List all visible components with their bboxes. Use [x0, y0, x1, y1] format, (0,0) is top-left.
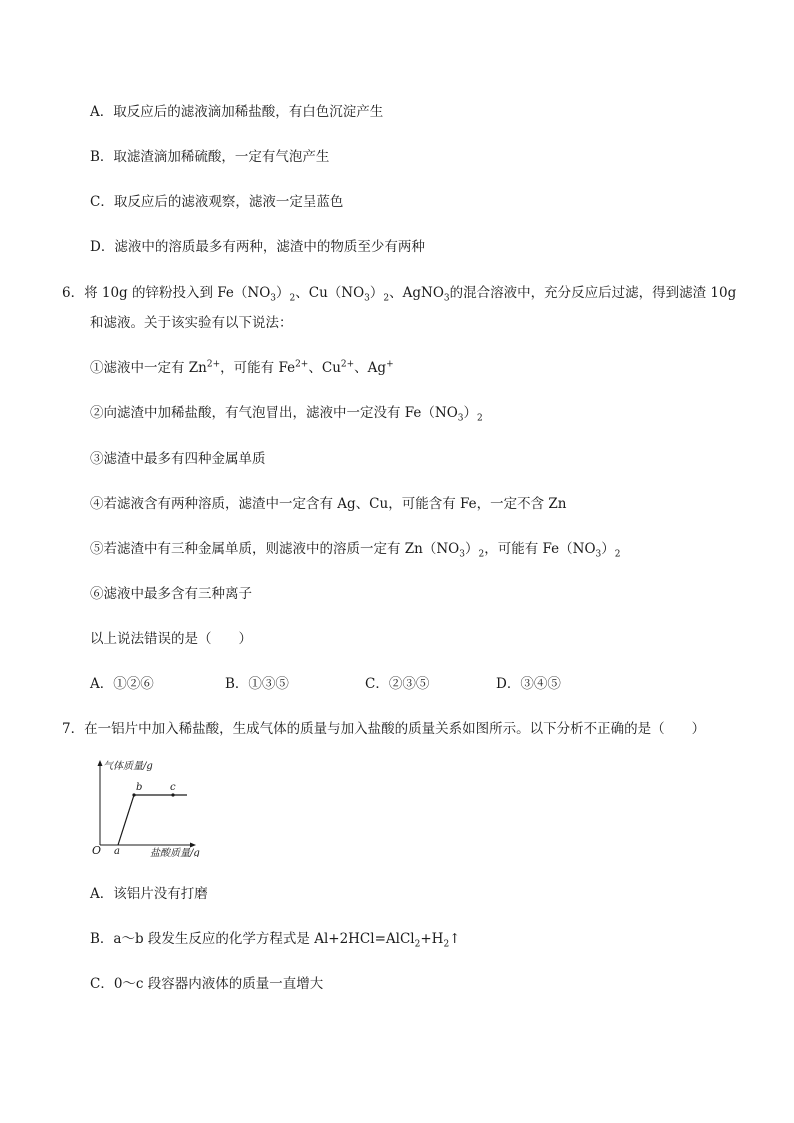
q6-statement-4: ④若滤液含有两种溶质，滤渣中一定含有 Ag、Cu，可能含有 Fe，一定不含 Zn [90, 496, 567, 512]
y-axis-label: 气体质量/g [103, 761, 153, 772]
q6-statement-3: ③滤渣中最多有四种金属单质 [90, 451, 266, 467]
q6-statement-5: ⑤若滤渣中有三种金属单质，则滤液中的溶质一定有 $Zn(NO_3)_2$，可能有 $Fe(NO_3)_2$ [90, 541, 621, 560]
q7-stem: 7．在一铝片中加入稀盐酸，生成气体的质量与加入盐酸的质量关系如图所示。以下分析不正确的是（ ） [62, 721, 706, 737]
point-a-label: a [114, 846, 120, 857]
x-axis-arrow [190, 843, 196, 848]
q6-statement-6: ⑥滤液中最多含有三种离子 [90, 586, 252, 602]
q7-option-b: B．a～b 段发生反应的化学方程式是 $Al+2HCl=AlCl_2+H_2↑$ [90, 931, 461, 950]
curve-a-b [118, 795, 134, 845]
point-c-dot [171, 793, 174, 796]
q6-choice-c: C．②③⑤ [365, 676, 430, 692]
q7-option-a: A．该铝片没有打磨 [90, 886, 208, 902]
q6-choice-b: B．①③⑤ [225, 676, 289, 692]
q6-question: 以上说法错误的是（ ） [90, 631, 252, 647]
q7-option-c: C．0～c 段容器内液体的质量一直增大 [90, 976, 324, 992]
q5-option-d: D．滤液中的溶质最多有两种，滤渣中的物质至少有两种 [90, 239, 425, 255]
q5-option-a: A．取反应后的滤液滴加稀盐酸，有白色沉淀产生 [90, 104, 384, 120]
point-b-dot [132, 793, 135, 796]
q6-choice-a: A．①②⑥ [90, 676, 154, 692]
q6-choice-d: D．③④⑤ [496, 676, 561, 692]
q5-option-b: B．取滤渣滴加稀硫酸，一定有气泡产生 [90, 149, 330, 165]
q6-stem-line1: 6．将 10g 的锌粉投入到 $Fe(NO_3)_2$、$Cu(NO_3)_2$、AgNO$_3$的混合溶液中，充分反应后过滤，得到滤渣 10g [62, 285, 737, 304]
point-b-label: b [136, 782, 143, 793]
q6-statement-1: ①滤液中一定有 $Zn^{2+}$，可能有 $Fe^{2+}$、$Cu^{2+}$、Ag+ [90, 359, 394, 376]
q6-stem-line2: 和滤液。关于该实验有以下说法： [90, 315, 293, 331]
q5-option-c: C．取反应后的滤液观察，滤液一定呈蓝色 [90, 194, 344, 210]
point-c-label: c [170, 782, 176, 793]
q6-choices [90, 674, 710, 694]
y-axis-arrow [98, 760, 103, 766]
origin-label: O [92, 844, 102, 857]
x-axis-label: 盐酸质量/g [150, 848, 200, 857]
q6-statement-2: ②向滤渣中加稀盐酸，有气泡冒出，滤液中一定没有 $Fe(NO_3)_2$ [90, 405, 483, 424]
gas-mass-graph [88, 757, 218, 857]
